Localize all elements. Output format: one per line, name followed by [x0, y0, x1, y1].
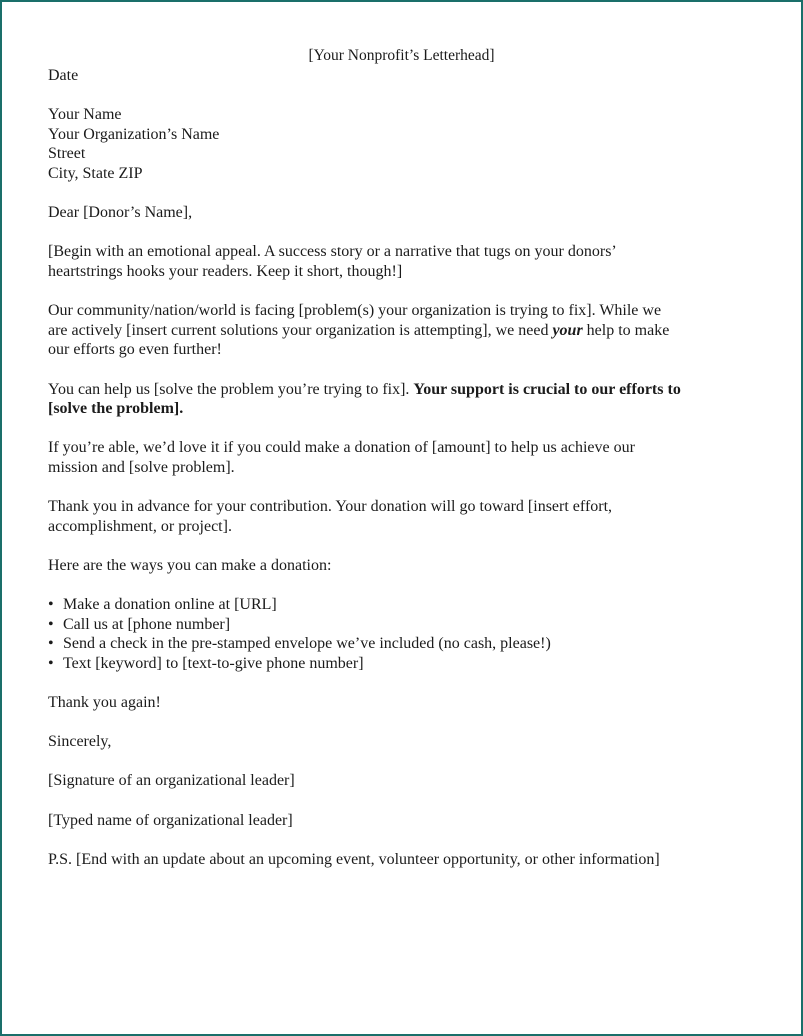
- bullet-icon: •: [48, 596, 54, 614]
- appeal-line-1: [Begin with an emotional appeal. A success story or a narrative that tugs on your donors’: [48, 243, 617, 261]
- thanks-line-1: Thank you in advance for your contribution. Your donation will go toward [insert effort,: [48, 498, 613, 516]
- salutation: Dear [Donor’s Name],: [48, 204, 193, 222]
- thanks-paragraph: [48, 497, 762, 536]
- ways-intro: Here are the ways you can make a donation:: [48, 556, 332, 574]
- help-line-1: [48, 380, 762, 400]
- sender-address: [48, 105, 762, 183]
- help-paragraph: [48, 380, 762, 419]
- help-line-2: [solve the problem].: [48, 400, 184, 418]
- problem-line-2-start: are actively [insert current solutions your organization is attempting], we need: [48, 321, 553, 339]
- letter-body: [48, 66, 762, 889]
- thanks-line-2: accomplishment, or project].: [48, 517, 232, 535]
- bullet-icon: •: [48, 615, 54, 633]
- signature-placeholder: [Signature of an organizational leader]: [48, 772, 295, 790]
- sender-organization: Your Organization’s Name: [48, 125, 220, 143]
- date-line: Date: [48, 67, 79, 84]
- donation-paragraph: [48, 438, 762, 477]
- problem-line-3: our efforts go even further!: [48, 341, 222, 359]
- problem-line-2: [48, 321, 762, 341]
- postscript: P.S. [End with an update about an upcoming event, volunteer opportunity, or other information]: [48, 850, 660, 868]
- donation-line-1: If you’re able, we’d love it if you could make a donation of [amount] to help us achieve our: [48, 439, 635, 457]
- list-item-text: Make a donation online at [URL]: [63, 596, 277, 614]
- sender-name: Your Name: [48, 106, 122, 124]
- list-item: [48, 634, 762, 654]
- problem-line-2-end: help to make: [582, 321, 670, 339]
- list-item: [48, 595, 762, 615]
- list-item-text: Send a check in the pre-stamped envelope we’ve included (no cash, please!): [63, 635, 551, 653]
- emphasis-your: your: [552, 321, 583, 339]
- list-item-text: Text [keyword] to [text-to-give phone number]: [63, 654, 364, 672]
- list-item: [48, 615, 762, 635]
- problem-paragraph: [48, 301, 762, 360]
- typed-name-placeholder: [Typed name of organizational leader]: [48, 811, 293, 829]
- donation-ways-list: [48, 595, 762, 673]
- appeal-paragraph: [48, 242, 762, 281]
- bullet-icon: •: [48, 654, 54, 672]
- donation-line-2: mission and [solve problem].: [48, 458, 235, 476]
- sender-city-state-zip: City, State ZIP: [48, 164, 143, 182]
- problem-line-1: Our community/nation/world is facing [problem(s) your organization is trying to fix]. While we: [48, 302, 662, 320]
- appeal-line-2: heartstrings hooks your readers. Keep it short, though!]: [48, 262, 403, 280]
- help-line-1-bold: Your support is crucial to our efforts to: [413, 380, 681, 398]
- closing: Sincerely,: [48, 733, 112, 751]
- list-item: [48, 654, 762, 674]
- thank-you-again: Thank you again!: [48, 694, 161, 711]
- letterhead-placeholder: [Your Nonprofit’s Letterhead]: [308, 47, 495, 64]
- help-line-1-start: You can help us [solve the problem you’re trying to fix].: [48, 380, 414, 398]
- bullet-icon: •: [48, 635, 54, 653]
- list-item-text: Call us at [phone number]: [63, 615, 231, 633]
- sender-street: Street: [48, 145, 86, 163]
